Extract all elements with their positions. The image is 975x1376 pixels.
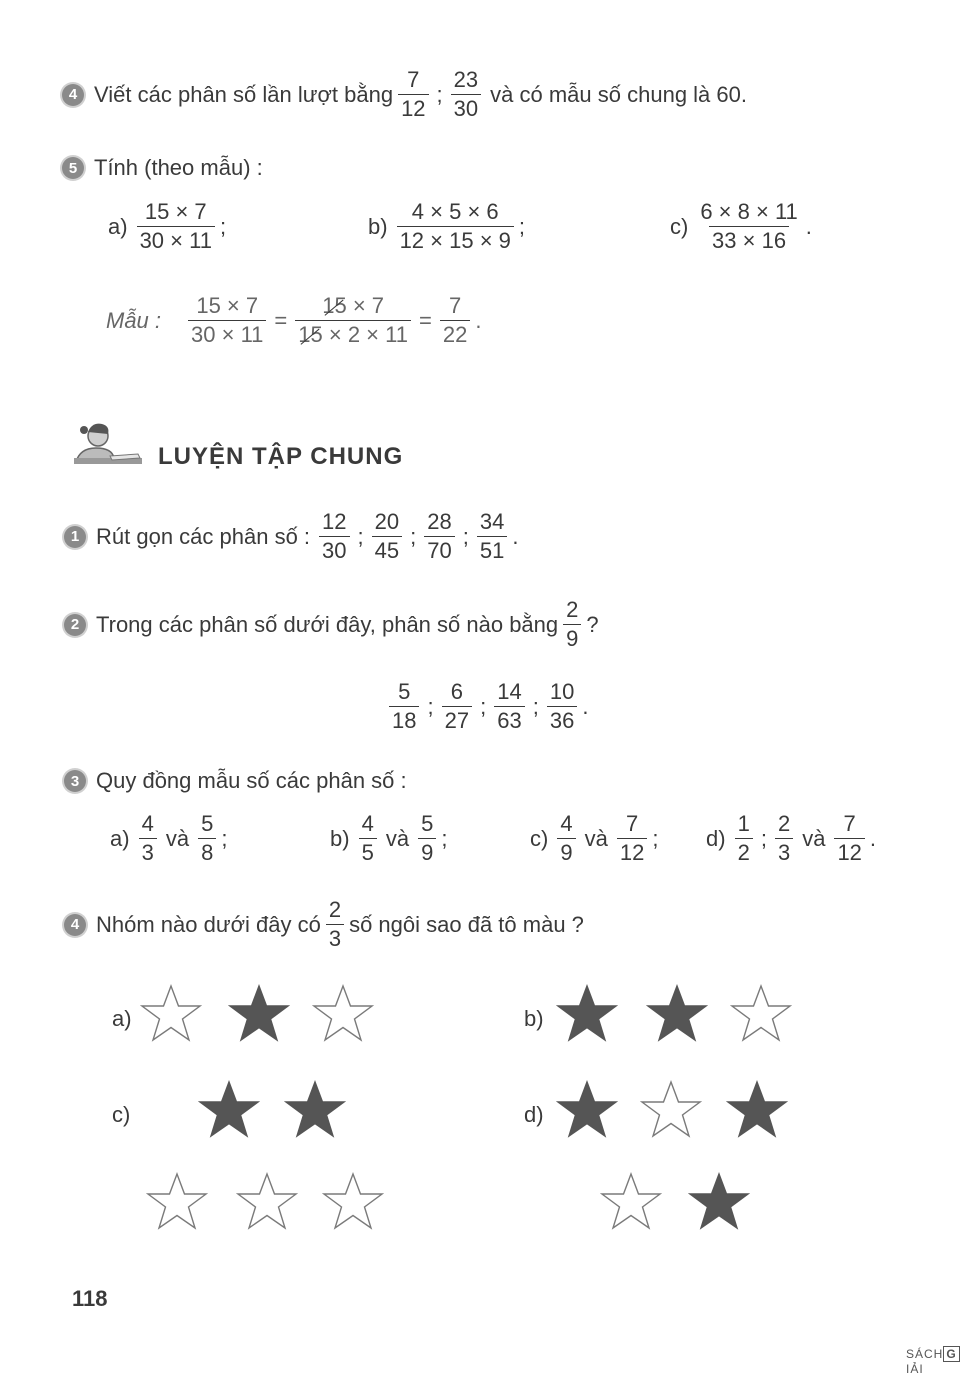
separator: ; (410, 523, 417, 549)
fraction: $\frac{4}{3}$ (139, 810, 157, 867)
punctuation: ; (219, 213, 227, 239)
fraction: $\frac{5}{8}$ (198, 810, 216, 867)
punctuation: . (582, 693, 589, 719)
question-3-c (530, 810, 658, 867)
fraction: $\frac{23}{30}$ (451, 66, 481, 123)
filled-star-icon (198, 1080, 260, 1140)
question-text: Nhóm nào dưới đây có (96, 911, 321, 937)
filled-star-icon (688, 1172, 750, 1232)
filled-star-icon (556, 1080, 618, 1140)
item-label: a) (110, 825, 130, 851)
question-3-d (706, 810, 876, 867)
equals-sign: = (274, 307, 288, 333)
exercise-number-badge: 2 (64, 614, 86, 636)
connector: và (165, 825, 190, 851)
punctuation: . (512, 523, 519, 549)
outline-star-icon (600, 1172, 662, 1232)
fraction: $\frac{4}{9}$ (557, 810, 575, 867)
punctuation: . (869, 825, 877, 851)
fraction: $\frac{6 \times 8 \times 11}{33 \times 16}$ (700, 199, 798, 253)
question-4 (64, 896, 584, 953)
fraction: $\frac{4}{5}$ (359, 810, 377, 867)
group-b-label: b) (524, 1006, 544, 1031)
fraction: $\frac{28}{70}$ (424, 508, 454, 565)
outline-star-icon (236, 1172, 298, 1232)
fraction: $\frac{2}{3}$ (326, 896, 344, 953)
question-text: Quy đồng mẫu số các phân số : (96, 768, 407, 793)
page-number: 118 (72, 1286, 108, 1311)
item-label: d) (706, 825, 726, 851)
exercise-number-badge: 5 (62, 157, 84, 179)
item-label: c) (530, 825, 549, 851)
equals-sign: = (418, 307, 432, 333)
outline-star-icon (312, 984, 374, 1044)
example-label: Mẫu : (106, 307, 162, 333)
fraction: $\frac{34}{51}$ (477, 508, 507, 565)
item-label: c) (670, 213, 689, 239)
exercise-number-badge: 4 (62, 84, 84, 106)
punctuation: ; (652, 825, 659, 851)
punctuation: . (805, 213, 812, 239)
fraction: $\frac{12}{30}$ (319, 508, 349, 565)
filled-star-icon (726, 1080, 788, 1140)
punctuation: ; (518, 213, 526, 239)
filled-star-icon (646, 984, 708, 1044)
separator: ; (462, 523, 469, 549)
connector: và (584, 825, 608, 851)
fraction: $\frac{6}{27}$ (442, 678, 472, 735)
outline-star-icon (146, 1172, 208, 1232)
exercise-text: và có mẫu số chung là 60. (490, 81, 747, 107)
question-mark: ? (586, 611, 599, 637)
fraction: $\frac{20}{45}$ (372, 508, 402, 565)
filled-star-icon (556, 984, 618, 1044)
exercise-text: Viết các phân số lần lượt bằng (94, 81, 394, 107)
exercise-5-b (368, 198, 525, 255)
fraction: $\frac{15 \times 7}{30 \times 11}$ (188, 292, 266, 349)
item-label: b) (330, 825, 350, 851)
fraction: $\frac{7}{12}$ (398, 66, 428, 123)
group-c-label: c) (112, 1102, 131, 1127)
question-3-b (330, 810, 447, 867)
punctuation: . (475, 307, 482, 333)
question-2-options (384, 678, 588, 735)
fraction: $\frac{14}{63}$ (494, 678, 524, 735)
punctuation: ; (221, 825, 228, 851)
outline-star-icon (730, 984, 792, 1044)
fraction: $\frac{1}{2}$ (735, 810, 753, 867)
connector: và (385, 825, 410, 851)
outline-star-icon (140, 984, 202, 1044)
question-1 (64, 508, 518, 565)
connector: và (802, 825, 826, 851)
exercise-5-title (62, 155, 263, 181)
question-2 (64, 596, 599, 653)
separator: ; (760, 825, 767, 851)
fraction: $\frac{4 \times 5 \times 6}{12 \times 15 \times 9}$ (397, 198, 514, 255)
question-3-a (110, 810, 227, 867)
fraction: $\frac{7}{22}$ (440, 292, 470, 349)
separator: ; (427, 693, 434, 719)
outline-star-icon (322, 1172, 384, 1232)
exercise-number-badge: 4 (64, 914, 86, 936)
example-mau (106, 292, 481, 349)
exercise-number-badge: 3 (64, 770, 86, 792)
separator: ; (436, 81, 443, 107)
item-label: b) (368, 213, 388, 239)
fraction: $\frac{15 \times 7}{30 \times 11}$ (137, 198, 215, 255)
exercise-5-c (670, 198, 812, 255)
question-text: Rút gọn các phân số : (96, 523, 311, 549)
fraction: $\frac{2}{9}$ (563, 596, 581, 653)
punctuation: ; (441, 825, 448, 851)
exercise-number-badge: 1 (64, 526, 86, 548)
fraction: $\frac{10}{36}$ (547, 678, 577, 735)
fraction: $\frac{2}{3}$ (775, 810, 793, 867)
separator: ; (357, 523, 364, 549)
fraction: $\frac{7}{12}$ (834, 810, 864, 867)
fraction-cancelled: $\frac{15 \times 7}{15 \times 2 \times 11}$ (295, 292, 411, 349)
group-d-label: d) (524, 1102, 544, 1127)
question-text: số ngôi sao đã tô màu ? (349, 911, 584, 937)
exercise-5-a (108, 198, 226, 255)
exercise-text: Tính (theo mẫu) : (94, 155, 263, 180)
fraction: $\frac{7}{12}$ (617, 810, 647, 867)
separator: ; (532, 693, 539, 719)
fraction: $\frac{5}{18}$ (389, 678, 419, 735)
filled-star-icon (228, 984, 290, 1044)
item-label: a) (108, 213, 128, 239)
separator: ; (480, 693, 487, 719)
outline-star-icon (640, 1080, 702, 1140)
question-3 (64, 768, 407, 794)
fraction: $\frac{5}{9}$ (418, 810, 436, 867)
group-a-label: a) (112, 1006, 132, 1031)
filled-star-icon (284, 1080, 346, 1140)
student-reading-icon (66, 418, 146, 470)
question-text: Trong các phân số dưới đây, phân số nào bằng (96, 611, 559, 637)
exercise-4-top (62, 66, 747, 123)
publisher-logo: SÁCH GIẢI (906, 1346, 975, 1376)
section-title: LUYỆN TẬP CHUNG (158, 443, 404, 470)
